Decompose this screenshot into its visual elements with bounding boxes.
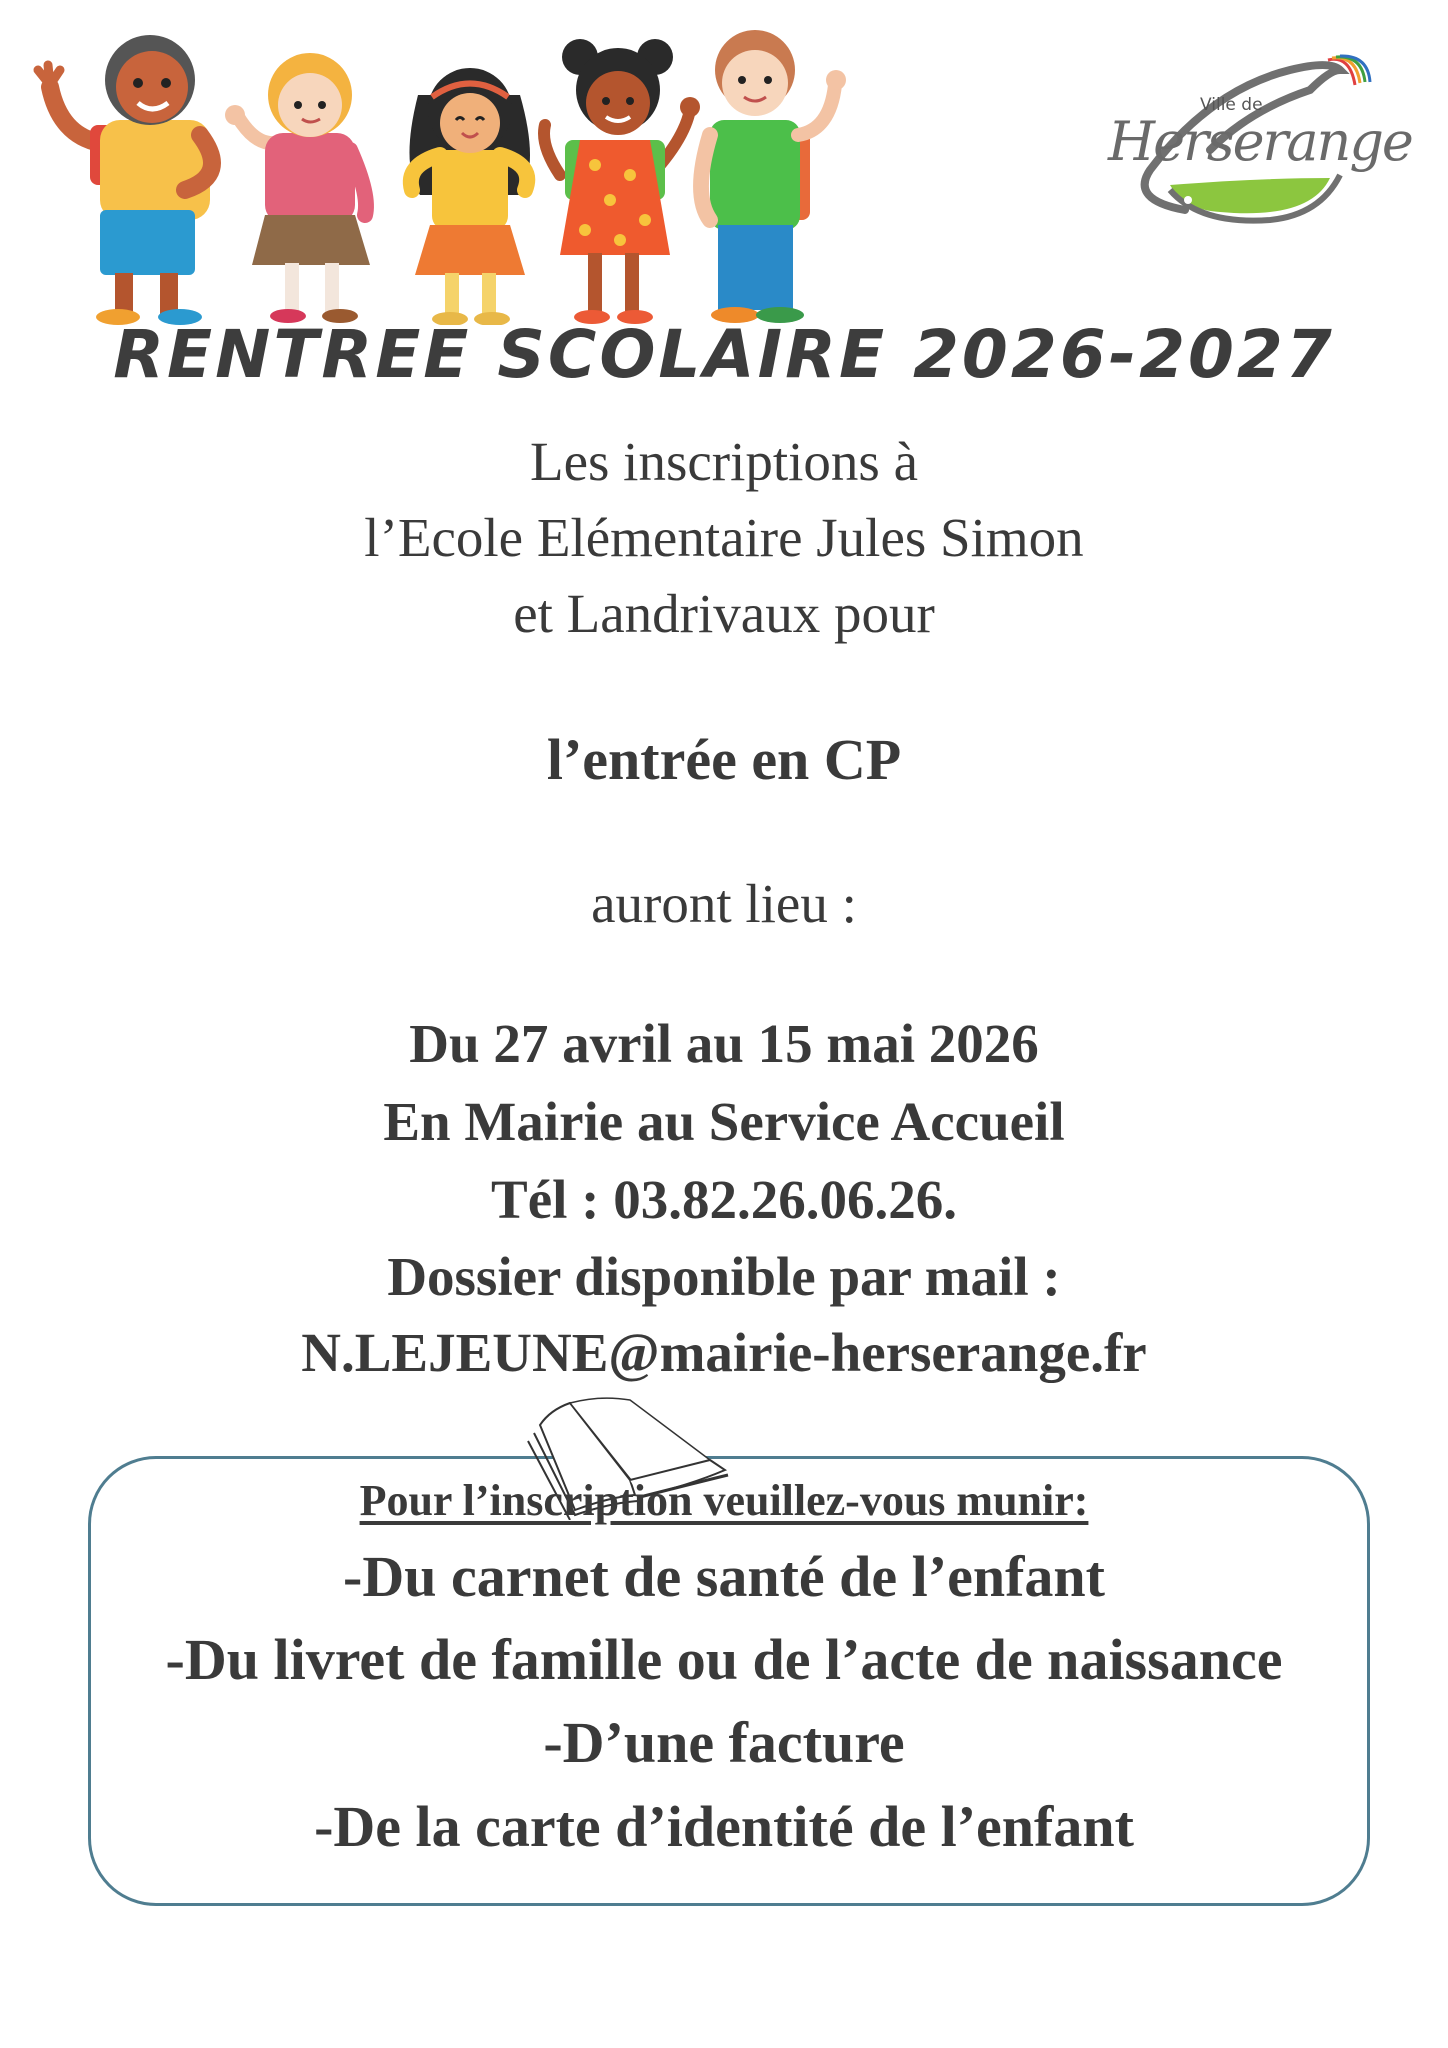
requirements-heading: Pour l’inscription veuillez-vous munir: bbox=[359, 1476, 1089, 1525]
logo-name: Herserange bbox=[1108, 110, 1412, 173]
requirement-item-1: -Du carnet de santé de l’enfant bbox=[343, 1544, 1105, 1609]
intro-line-2: l’Ecole Elémentaire Jules Simon bbox=[364, 507, 1084, 568]
page-title: RENTREE SCOLAIRE 2026-2027 bbox=[113, 316, 1335, 393]
contact-email[interactable]: N.LEJEUNE@mairie-herserange.fr bbox=[301, 1322, 1147, 1383]
child-5-icon bbox=[701, 30, 846, 323]
registration-place: En Mairie au Service Accueil bbox=[383, 1091, 1065, 1152]
phone-number: Tél : 03.82.26.06.26. bbox=[491, 1169, 957, 1230]
requirement-item-4: -De la carte d’identité de l’enfant bbox=[314, 1794, 1134, 1859]
when-label: auront lieu : bbox=[591, 873, 857, 934]
child-2-icon bbox=[225, 53, 370, 323]
dossier-label: Dossier disponible par mail : bbox=[387, 1246, 1061, 1307]
child-4-icon bbox=[544, 39, 700, 324]
child-3-icon bbox=[409, 68, 530, 325]
logo-small-text: Ville de bbox=[1200, 95, 1263, 115]
requirement-item-3: -D’une facture bbox=[543, 1710, 905, 1775]
children-illustration-icon bbox=[20, 25, 1100, 325]
registration-dates: Du 27 avril au 15 mai 2026 bbox=[409, 1013, 1039, 1074]
requirement-item-2: -Du livret de famille ou de l’acte de naissance bbox=[165, 1627, 1283, 1692]
intro-line-1: Les inscriptions à bbox=[530, 431, 918, 492]
school-level: l’entrée en CP bbox=[546, 727, 902, 792]
child-1-icon bbox=[38, 35, 212, 325]
intro-line-3: et Landrivaux pour bbox=[513, 583, 935, 644]
herserange-logo bbox=[1090, 50, 1412, 230]
